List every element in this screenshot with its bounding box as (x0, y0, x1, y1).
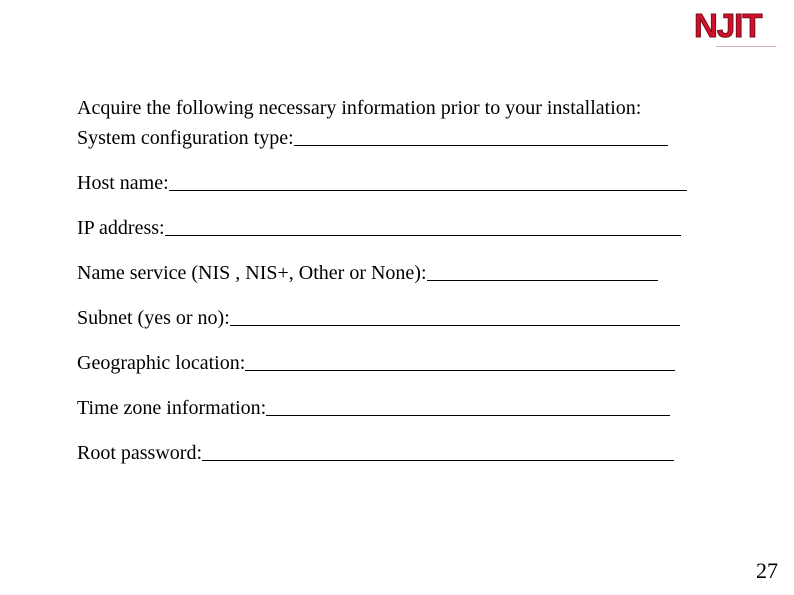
intro-text: Acquire the following necessary information prior to your installation: (77, 97, 642, 119)
field-label: Name service (NIS , NIS+, Other or None): (77, 262, 427, 284)
blank-line (245, 370, 675, 371)
field-row-subnet (77, 303, 717, 348)
blank-line (169, 190, 687, 191)
page-number: 27 (756, 558, 778, 583)
blank-line (165, 235, 681, 236)
field-row-ip-address (77, 213, 717, 258)
field-label: Subnet (yes or no): (77, 307, 230, 329)
blank-line (266, 415, 670, 416)
field-label: IP address: (77, 217, 165, 239)
field-row-name-service (77, 258, 717, 303)
njit-logo (694, 8, 780, 52)
field-row-root-password (77, 438, 717, 483)
field-row-time-zone (77, 393, 717, 438)
field-row-system-configuration (77, 123, 717, 168)
field-label: Geographic location: (77, 352, 246, 374)
field-label: System configuration type: (77, 127, 294, 149)
blank-line (427, 280, 658, 281)
blank-line (202, 460, 674, 461)
blank-line (230, 325, 680, 326)
blank-line (294, 145, 668, 146)
info-field-list (77, 123, 717, 483)
field-label: Time zone information: (77, 397, 267, 419)
field-row-geographic-location (77, 348, 717, 393)
logo-wordmark: NJIT (694, 7, 762, 44)
logo-tagline (716, 46, 776, 51)
slide-content (77, 93, 717, 483)
field-row-host-name (77, 168, 717, 213)
field-label: Root password: (77, 442, 202, 464)
field-label: Host name: (77, 172, 169, 194)
